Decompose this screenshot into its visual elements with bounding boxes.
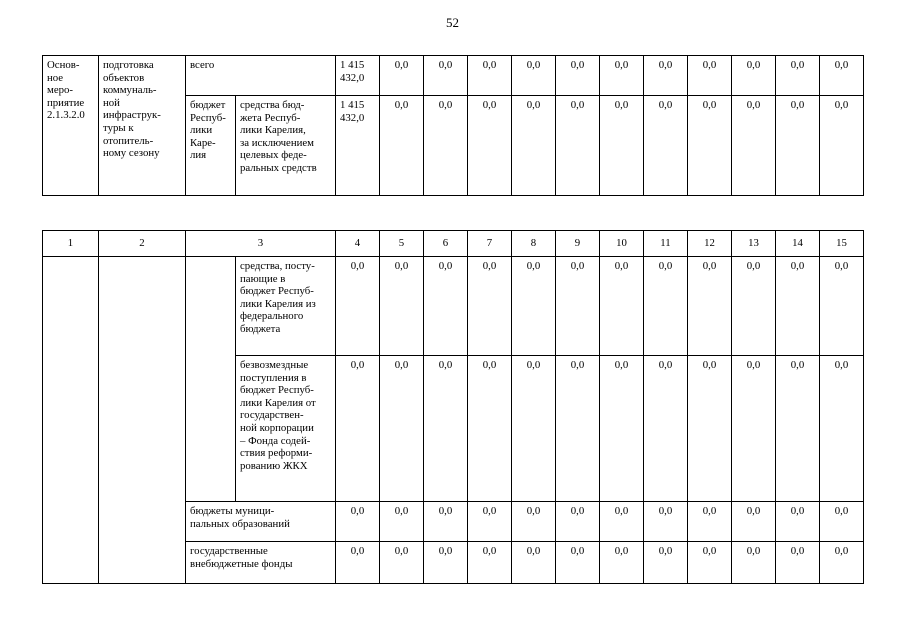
value-cell: 0,0 — [644, 56, 688, 96]
column-header: 4 — [336, 231, 380, 257]
value-cell: 0,0 — [380, 542, 424, 584]
value-cell: 0,0 — [512, 542, 556, 584]
value-cell: 0,0 — [820, 356, 864, 502]
measure-code-cell — [43, 257, 99, 584]
table-header-row — [43, 231, 864, 257]
value-cell: 0,0 — [468, 56, 512, 96]
measure-name-cell — [99, 257, 186, 584]
value-cell: 0,0 — [732, 356, 776, 502]
value-cell: 0,0 — [556, 542, 600, 584]
column-header: 11 — [644, 231, 688, 257]
table-row-total — [43, 56, 864, 96]
value-cell: 0,0 — [556, 257, 600, 356]
value-cell: 0,0 — [380, 257, 424, 356]
value-cell: 0,0 — [556, 96, 600, 196]
value-cell: 0,0 — [556, 56, 600, 96]
value-cell: 0,0 — [644, 356, 688, 502]
value-cell: 0,0 — [688, 356, 732, 502]
value-cell: 0,0 — [776, 356, 820, 502]
value-cell: 0,0 — [512, 96, 556, 196]
value-cell: 0,0 — [820, 502, 864, 542]
funding-source-group-cell — [186, 257, 236, 502]
total-cell: 1 415 432,0 — [336, 56, 380, 96]
column-header: 10 — [600, 231, 644, 257]
value-cell: 0,0 — [556, 502, 600, 542]
value-cell: 0,0 — [644, 96, 688, 196]
value-cell: 0,0 — [380, 356, 424, 502]
value-cell: 0,0 — [820, 56, 864, 96]
column-header: 14 — [776, 231, 820, 257]
funding-source-cell: бюджеты муници- пальных образований — [186, 502, 336, 542]
value-cell: 0,0 — [688, 542, 732, 584]
value-cell: 0,0 — [776, 542, 820, 584]
value-cell: 0,0 — [424, 56, 468, 96]
value-cell: 0,0 — [688, 96, 732, 196]
total-cell: 1 415 432,0 — [336, 96, 380, 196]
value-cell: 0,0 — [512, 356, 556, 502]
funding-subsource-cell: средства, посту- пающие в бюджет Респуб- лики Карелия из федерального бюджета — [236, 257, 336, 356]
column-header: 9 — [556, 231, 600, 257]
value-cell: 0,0 — [468, 356, 512, 502]
value-cell: 0,0 — [424, 257, 468, 356]
value-cell: 0,0 — [600, 356, 644, 502]
value-cell: 0,0 — [380, 96, 424, 196]
value-cell: 0,0 — [732, 96, 776, 196]
value-cell: 0,0 — [336, 356, 380, 502]
value-cell: 0,0 — [424, 356, 468, 502]
value-cell: 0,0 — [468, 257, 512, 356]
value-cell: 0,0 — [688, 257, 732, 356]
funding-subsource-cell: средства бюд- жета Респуб- лики Карелия, за исключением целевых феде- ральных средств — [236, 96, 336, 196]
value-cell: 0,0 — [512, 56, 556, 96]
value-cell: 0,0 — [644, 542, 688, 584]
value-cell: 0,0 — [512, 257, 556, 356]
value-cell: 0,0 — [820, 96, 864, 196]
column-header: 1 — [43, 231, 99, 257]
budget-table-top — [42, 55, 864, 196]
column-header: 13 — [732, 231, 776, 257]
value-cell: 0,0 — [424, 542, 468, 584]
value-cell: 0,0 — [468, 542, 512, 584]
value-cell: 0,0 — [468, 502, 512, 542]
value-cell: 0,0 — [820, 542, 864, 584]
value-cell: 0,0 — [732, 542, 776, 584]
budget-table-bottom — [42, 230, 864, 584]
funding-subsource-cell: безвозмездные поступления в бюджет Респуб- лики Карелия от государствен- ной корпорации – Фонда содей- ствия реформи- рованию ЖКХ — [236, 356, 336, 502]
column-header: 6 — [424, 231, 468, 257]
column-header: 8 — [512, 231, 556, 257]
value-cell: 0,0 — [732, 56, 776, 96]
value-cell: 0,0 — [820, 257, 864, 356]
value-cell: 0,0 — [732, 257, 776, 356]
value-cell: 0,0 — [600, 56, 644, 96]
column-header: 5 — [380, 231, 424, 257]
value-cell: 0,0 — [732, 502, 776, 542]
value-cell: 0,0 — [424, 502, 468, 542]
value-cell: 0,0 — [600, 96, 644, 196]
column-header: 3 — [186, 231, 336, 257]
value-cell: 0,0 — [644, 257, 688, 356]
column-header: 15 — [820, 231, 864, 257]
column-header: 7 — [468, 231, 512, 257]
funding-source-cell: государственные внебюджетные фонды — [186, 542, 336, 584]
value-cell: 0,0 — [468, 96, 512, 196]
column-header: 12 — [688, 231, 732, 257]
value-cell: 0,0 — [424, 96, 468, 196]
value-cell: 0,0 — [336, 542, 380, 584]
funding-source-group-cell: бюджет Респуб- лики Каре- лия — [186, 96, 236, 196]
value-cell: 0,0 — [380, 56, 424, 96]
value-cell: 0,0 — [600, 542, 644, 584]
value-cell: 0,0 — [688, 502, 732, 542]
value-cell: 0,0 — [336, 502, 380, 542]
value-cell: 0,0 — [336, 257, 380, 356]
value-cell: 0,0 — [776, 257, 820, 356]
column-header: 2 — [99, 231, 186, 257]
value-cell: 0,0 — [644, 502, 688, 542]
table-row-federal-funds — [43, 257, 864, 356]
value-cell: 0,0 — [600, 257, 644, 356]
measure-name-cell: подготовка объектов коммуналь- ной инфраструк- туры к отопитель- ному сезону — [99, 56, 186, 196]
value-cell: 0,0 — [688, 56, 732, 96]
value-cell: 0,0 — [600, 502, 644, 542]
value-cell: 0,0 — [776, 56, 820, 96]
value-cell: 0,0 — [776, 96, 820, 196]
value-cell: 0,0 — [776, 502, 820, 542]
funding-source-cell: всего — [186, 56, 336, 96]
value-cell: 0,0 — [380, 502, 424, 542]
page-number: 52 — [446, 15, 459, 30]
measure-code-cell: Основ- ное меро- приятие 2.1.3.2.0 — [43, 56, 99, 196]
value-cell: 0,0 — [556, 356, 600, 502]
value-cell: 0,0 — [512, 502, 556, 542]
